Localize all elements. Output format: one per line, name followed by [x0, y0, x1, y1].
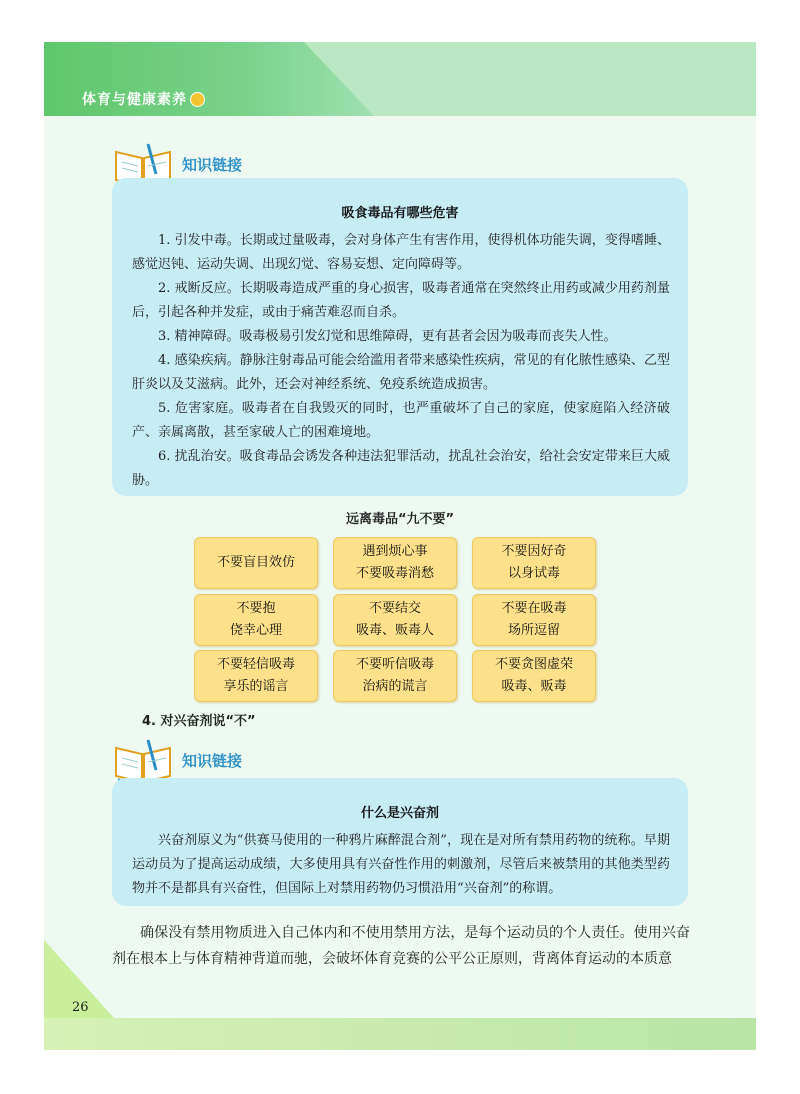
dont-item	[194, 537, 318, 589]
stimulant-title: 什么是兴奋剂	[360, 806, 439, 821]
footer-band	[44, 1018, 756, 1050]
dont-line: 侥幸心理	[229, 623, 282, 638]
dont-line: 场所逗留	[507, 623, 560, 638]
dont-item	[333, 650, 457, 702]
dont-line: 不要贪图虚荣	[494, 657, 573, 672]
dont-item	[472, 594, 596, 646]
body-paragraph: 确保没有禁用物质进入自己体内和不使用禁用方法，是每个运动员的个人责任。使用兴奋剂在根本上与体育精神背道而驰，会破坏体育竞赛的公平公正原则，背离体育运动的本质意	[112, 925, 690, 967]
dont-line: 遇到烦心事	[362, 544, 428, 559]
dont-line: 不要吸毒消愁	[355, 566, 434, 581]
dont-line: 以身试毒	[507, 566, 560, 581]
harm-paragraph: 4. 感染疾病。静脉注射毒品可能会给滥用者带来感染性疾病，常见的有化脓性感染、乙型肝炎以及艾滋病。此外，还会对神经系统、免疫系统造成损害。	[132, 353, 670, 392]
harm-paragraph: 3. 精神障碍。吸毒极易引发幻觉和思维障碍，更有甚者会因为吸毒而丧失人性。	[158, 329, 617, 344]
knowledge-link-label: 知识链接	[182, 156, 243, 174]
stimulant-paragraph: 兴奋剂原义为“供赛马使用的一种鸦片麻醉混合剂”，现在是对所有禁用药物的统称。早期运动员为了提高运动成绩，大多使用具有兴奋性作用的刺激剂，尽管后来被禁用的其他类型药物并不是都具有兴奋性，但国际上对禁用药物仍习惯沿用“兴奋剂”的称谓。	[132, 833, 670, 896]
nine-donts-title: 远离毒品“九不要”	[345, 512, 455, 527]
dont-item	[333, 537, 457, 589]
dont-item	[333, 594, 457, 646]
dont-item	[472, 537, 596, 589]
page-number: 26	[72, 1000, 89, 1015]
dont-line: 不要因好奇	[501, 544, 567, 559]
harm-paragraph: 5. 危害家庭。吸毒者在自我毁灭的同时，也严重破坏了自己的家庭，使家庭陷入经济破产、亲属离散，甚至家破人亡的困难境地。	[132, 401, 670, 440]
harm-paragraph: 1. 引发中毒。长期或过量吸毒，会对身体产生有害作用，使得机体功能失调，变得嗜睡、感觉迟钝、运动失调、出现幻觉、容易妄想、定向障碍等。	[132, 233, 670, 272]
header-title-text: 体育与健康素养	[82, 92, 187, 108]
dont-line: 享乐的谣言	[223, 679, 289, 694]
header-badge-icon	[190, 92, 205, 107]
dont-line: 吸毒、贩毒人	[355, 623, 434, 638]
dont-line: 吸毒、贩毒	[501, 679, 567, 694]
dont-line: 不要听信吸毒	[355, 657, 434, 672]
drug-harm-title: 吸食毒品有哪些危害	[341, 206, 459, 221]
section-heading: 4. 对兴奋剂说“不”	[142, 714, 256, 729]
dont-item	[472, 650, 596, 702]
harm-paragraph: 6. 扰乱治安。吸食毒品会诱发各种违法犯罪活动，扰乱社会治安，给社会安定带来巨大威胁。	[132, 449, 670, 488]
dont-line: 治病的谎言	[362, 679, 428, 694]
dont-item	[194, 650, 318, 702]
dont-item	[194, 594, 318, 646]
dont-line: 不要在吸毒	[501, 601, 567, 616]
stimulant-box	[112, 778, 688, 906]
dont-line: 不要盲目效仿	[216, 555, 295, 570]
drug-harm-box	[112, 178, 688, 496]
dont-line: 不要轻信吸毒	[216, 657, 295, 672]
dont-line: 不要结交	[368, 601, 421, 616]
header-title	[82, 88, 205, 110]
knowledge-link-label: 知识链接	[182, 752, 243, 770]
header-band-light	[300, 42, 756, 116]
harm-paragraph: 2. 戒断反应。长期吸毒造成严重的身心损害，吸毒者通常在突然终止用药或减少用药剂量后，引起各种并发症，或由于痛苦难忍而自杀。	[132, 281, 670, 320]
dont-line: 不要抱	[236, 601, 276, 616]
